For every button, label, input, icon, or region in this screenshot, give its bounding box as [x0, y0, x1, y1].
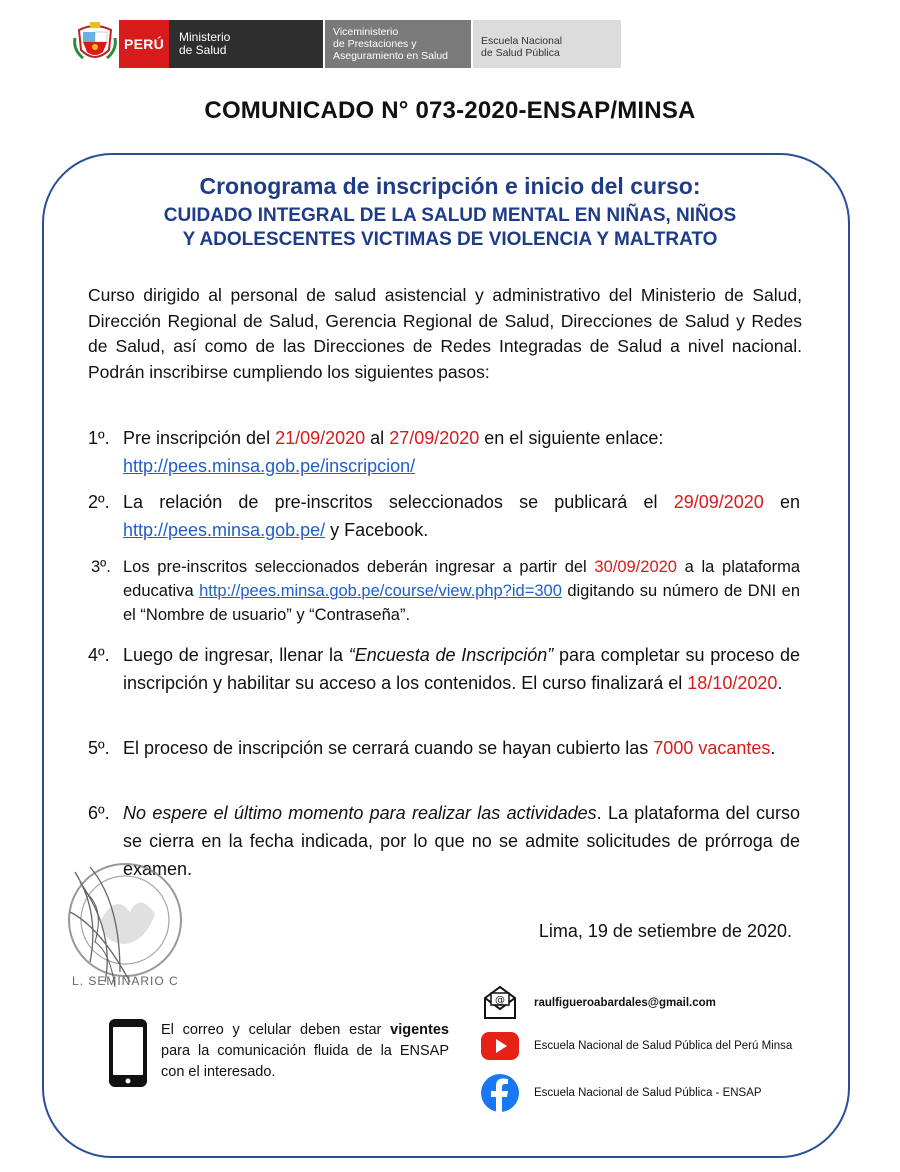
inscription-link[interactable]: http://pees.minsa.gob.pe/inscripcion/: [123, 456, 416, 476]
step-text: al: [365, 428, 390, 448]
step-6: [88, 799, 800, 883]
step-text: Luego de ingresar, llenar la: [123, 645, 349, 665]
email-contact: [480, 983, 716, 1023]
step-number: 6º.: [88, 803, 110, 823]
youtube-icon: [480, 1026, 520, 1066]
step-5: [88, 734, 800, 762]
step-text: . La plataforma del curso se cierra en la fecha indicada, por lo que no se admite solicitudes de prórroga de examen.: [123, 803, 801, 879]
step-text: Pre inscripción del: [123, 428, 276, 448]
seal-name-label: L. SEMINARIO C: [72, 974, 179, 988]
course-title-line-2: Y ADOLESCENTES VICTIMAS DE VIOLENCIA Y MALTRATO: [182, 229, 718, 250]
contact-note: [161, 1020, 449, 1083]
step-text: .: [777, 673, 783, 693]
step-text: digitando su número de DNI en el “Nombre de usuario” y “Contraseña”.: [123, 582, 800, 624]
step-text: en: [763, 492, 800, 512]
step-body: [123, 641, 800, 697]
schedule-title: Cronograma de inscripción e inicio del curso:: [199, 173, 701, 199]
step-text: La relación de pre-inscritos seleccionados se publicará el: [123, 492, 674, 512]
pees-home-link[interactable]: http://pees.minsa.gob.pe/: [123, 520, 326, 540]
mobile-phone-icon: [107, 1017, 149, 1089]
place-date: Lima, 19 de setiembre de 2020.: [538, 921, 792, 941]
email-icon: [480, 983, 520, 1023]
step-text: en el siguiente enlace:: [479, 428, 664, 448]
peru-coat-of-arms-icon: [73, 20, 117, 68]
facebook-icon: [480, 1073, 520, 1113]
step-body: [123, 555, 800, 627]
course-title: [0, 204, 900, 252]
note-bold: vigentes: [390, 1022, 449, 1038]
date-start: 21/09/2020: [275, 428, 366, 448]
note-text: para la comunicación fluida de la ENSAP con el interesado.: [161, 1043, 449, 1080]
step-body: [123, 424, 800, 480]
step-text: a la plataforma educativa: [123, 558, 800, 600]
step-body: [123, 799, 800, 883]
course-title-line-1: CUIDADO INTEGRAL DE LA SALUD MENTAL EN NIÑAS, NIÑOS: [163, 205, 737, 226]
step-text: El proceso de inscripción se cerrará cuando se hayan cubierto las: [123, 738, 654, 758]
intro-paragraph: Curso dirigido al personal de salud asistencial y administrativo del Ministerio de Salud, Dirección Regional de Salud, Gerencia Regional de Salud, Direcciones de Salud y Redes de Salud, así como de las Direcciones de Redes Integradas de Salud a nivel nacional. Podrán inscribirse cumpliendo los siguientes pasos:: [88, 285, 802, 382]
step-number: 1º.: [88, 428, 110, 448]
step-body: [123, 734, 800, 762]
facebook-link[interactable]: Escuela Nacional de Salud Pública - ENSAP: [534, 1087, 762, 1099]
document-number: COMUNICADO N° 073-2020-ENSAP/MINSA: [204, 97, 696, 124]
vacancy-count: 7000 vacantes: [653, 738, 771, 758]
access-date: 30/09/2020: [594, 558, 677, 576]
step-text: Los pre-inscritos seleccionados deberán ingresar a partir del: [123, 558, 595, 576]
step-1: [88, 424, 800, 480]
vice-ministry-label: Viceministerio de Prestaciones y Aseguramiento en Salud: [325, 20, 471, 68]
step-body: [123, 488, 800, 544]
end-date: 18/10/2020: [687, 673, 778, 693]
youtube-link[interactable]: Escuela Nacional de Salud Pública del Perú Minsa: [534, 1040, 793, 1052]
school-label: Escuela Nacional de Salud Pública: [473, 20, 621, 68]
svg-text:@: @: [495, 995, 505, 1006]
step-number: 3º.: [91, 558, 111, 576]
step-text: .: [770, 738, 776, 758]
warning-text: No espere el último momento para realizar las actividades: [123, 803, 597, 823]
step-number: 5º.: [88, 738, 110, 758]
step-4: [88, 641, 800, 697]
step-2: [88, 488, 800, 544]
step-text: para completar su proceso de inscripción y habilitar su acceso a los contenidos. El curso finalizará el: [123, 645, 800, 693]
peru-label: PERÚ: [119, 20, 169, 68]
ministry-label: Ministerio de Salud: [169, 20, 323, 68]
date-end: 27/09/2020: [389, 428, 480, 448]
step-number: 2º.: [88, 492, 110, 512]
survey-name: “Encuesta de Inscripción”: [348, 645, 554, 665]
facebook-contact: [480, 1073, 762, 1113]
publication-date: 29/09/2020: [673, 492, 764, 512]
step-3: [88, 555, 800, 627]
note-text: El correo y celular deben estar: [161, 1022, 391, 1038]
youtube-contact: [480, 1026, 792, 1066]
course-link[interactable]: http://pees.minsa.gob.pe/course/view.php?id=300: [199, 582, 562, 600]
header-logos: [73, 20, 621, 68]
email-link[interactable]: raulfigueroabardales@gmail.com: [534, 997, 716, 1009]
step-number: 4º.: [88, 645, 110, 665]
step-text: y Facebook.: [325, 520, 429, 540]
